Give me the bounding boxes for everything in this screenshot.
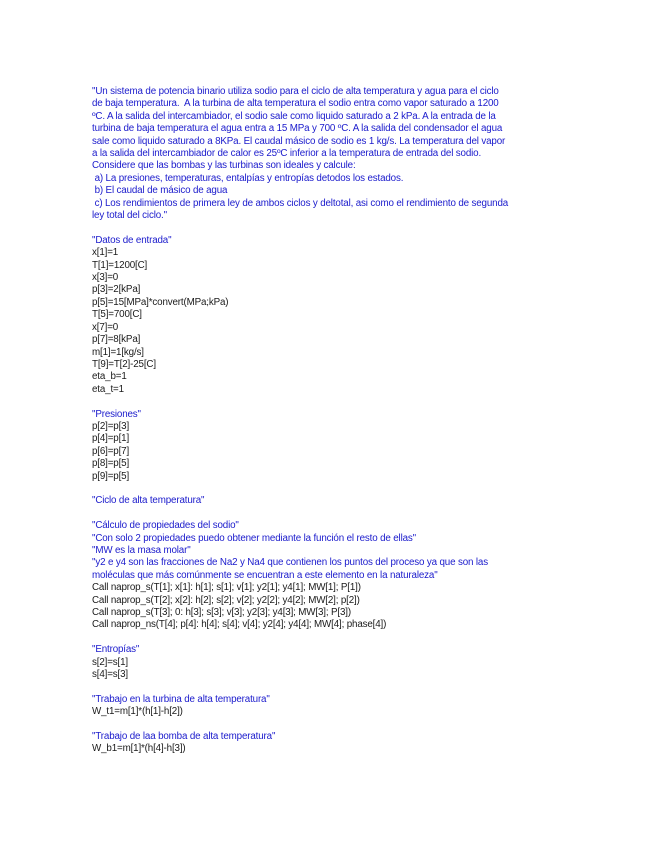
- code-line: Call naprop_s(T[3]; 0: h[3]; s[3]; v[3]; y2[3]; y4[3]; MW[3]; P[3]): [92, 607, 351, 618]
- comment-line: ºC. A la salida del intercambiador, el sodio sale como liquido saturado a 2 kPa. A la entrada de la: [92, 110, 496, 122]
- comment-line: "Trabajo en la turbina de alta temperatura": [92, 693, 270, 705]
- comment-line: "Trabajo de laa bomba de alta temperatura": [92, 731, 276, 743]
- blank-line: [92, 508, 575, 520]
- code-line: m[1]=1[kg/s]: [92, 346, 144, 358]
- code-line: p[8]=p[5]: [92, 458, 130, 470]
- code-line: eta_b=1: [92, 371, 127, 383]
- code-line: Call naprop_s(T[1]; x[1]: h[1]; s[1]; v[1]; y2[1]; y4[1]; MW[1]; P[1]): [92, 582, 361, 594]
- comment-line: Considere que las bombas y las turbinas son ideales y calcule:: [92, 160, 356, 172]
- comment-line: moléculas que más comúnmente se encuentran a este elemento en la naturaleza": [92, 569, 438, 581]
- code-line: p[3]=2[kPa]: [92, 284, 141, 296]
- code-line: x[1]=1: [92, 247, 119, 259]
- blank-line: [92, 396, 575, 408]
- comment-line: c) Los rendimientos de primera ley de ambos ciclos y deltotal, asi como el rendimiento de segunda: [92, 197, 509, 209]
- code-line: Call naprop_ns(T[4]; p[4]: h[4]; s[4]; v[4]; y2[4]; y4[4]; MW[4]; phase[4]): [92, 619, 387, 631]
- code-line: W_t1=m[1]*(h[1]-h[2]): [92, 706, 183, 718]
- code-line: p[9]=p[5]: [92, 470, 130, 482]
- code-line: p[6]=p[7]: [92, 445, 130, 457]
- comment-line: b) El caudal de másico de agua: [92, 185, 228, 197]
- blank-line: [92, 483, 575, 495]
- comment-line: "Datos de entrada": [92, 234, 172, 246]
- code-line: p[5]=15[MPa]*convert(MPa;kPa): [92, 296, 229, 308]
- code-line: p[2]=p[3]: [92, 420, 130, 432]
- code-line: x[7]=0: [92, 321, 119, 333]
- code-line: s[4]=s[3]: [92, 669, 128, 681]
- comment-line: "Ciclo de alta temperatura": [92, 495, 205, 507]
- comment-line: "Entropías": [92, 644, 140, 656]
- comment-line: "MW es la masa molar": [92, 544, 191, 556]
- comment-line: "Un sistema de potencia binario utiliza sodio para el ciclo de alta temperatura y agua para el ciclo: [92, 86, 499, 97]
- comment-line: turbina de baja temperatura el agua entra a 15 MPa y 700 ºC. A la salida del condensador el agua: [92, 123, 503, 135]
- code-line: p[7]=8[kPa]: [92, 334, 141, 346]
- code-line: x[3]=0: [92, 272, 119, 284]
- comment-line: "Cálculo de propiedades del sodio": [92, 520, 239, 532]
- code-line: T[1]=1200[C]: [92, 259, 148, 271]
- code-line: W_b1=m[1]*(h[4]-h[3]): [92, 743, 186, 755]
- comment-line: "y2 e y4 son las fracciones de Na2 y Na4 que contienen los puntos del proceso ya que son las: [92, 557, 488, 569]
- comment-line: de baja temperatura. A la turbina de alta temperatura el sodio entra como vapor saturado a 1200: [92, 98, 499, 110]
- code-line: s[2]=s[1]: [92, 656, 128, 668]
- comment-line: sale como liquido saturado a 8KPa. El caudal másico de sodio es 1 kg/s. La temperatura del vapor: [92, 135, 506, 147]
- comment-line: "Con solo 2 propiedades puedo obtener mediante la función el resto de ellas": [92, 532, 416, 544]
- code-line: eta_t=1: [92, 383, 124, 395]
- code-line: Call naprop_s(T[2]; x[2]: h[2]; s[2]; v[2]; y2[2]; y4[2]; MW[2]; p[2]): [92, 594, 360, 606]
- blank-line: [92, 681, 575, 693]
- comment-line: a la salida del intercambiador de calor es 25ºC inferior a la temperatura de entrada del sodio.: [92, 148, 482, 160]
- comment-line: "Presiones": [92, 408, 141, 420]
- code-line: T[9]=T[2]-25[C]: [92, 358, 156, 370]
- comment-line: a) La presiones, temperaturas, entalpías y entropías detodos los estados.: [92, 172, 404, 184]
- code-line: T[5]=700[C]: [92, 309, 142, 321]
- comment-line: ley total del ciclo.": [92, 210, 167, 222]
- blank-line: [92, 632, 575, 644]
- blank-line: [92, 719, 575, 731]
- code-line: p[4]=p[1]: [92, 433, 130, 445]
- blank-line: [92, 222, 575, 234]
